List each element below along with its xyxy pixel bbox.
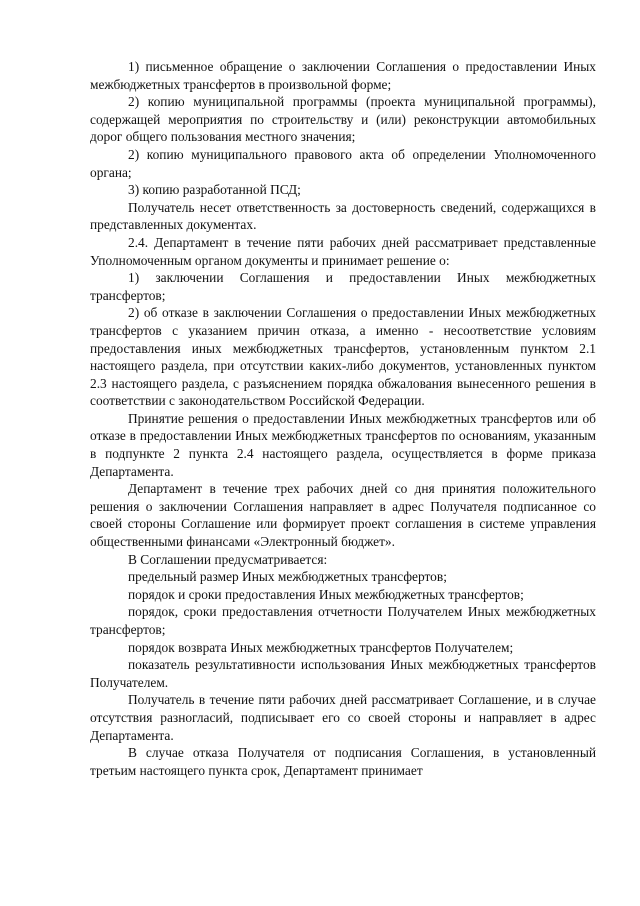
paragraph: Получатель несет ответственность за достоверность сведений, содержащихся в представленных документах. [90,199,596,233]
paragraph: 1) заключении Соглашения и предоставлении Иных межбюджетных трансфертов; [90,270,596,303]
paragraph: предельный размер Иных межбюджетных трансфертов; [128,569,447,585]
paragraph: Принятие решения о предоставлении Иных межбюджетных трансфертов или об отказе в предоставлении Иных межбюджетных трансфертов по основаниям, указанным в подпункте 2 пункта 2.4 настоящего раздела, осуществляется в форме приказа Департамента. [90,410,596,479]
paragraph: 2.4. Департамент в течение пяти рабочих дней рассматривает представленные Уполномоченным органом документы и принимает решение о: [90,234,596,268]
paragraph: порядок возврата Иных межбюджетных трансфертов Получателем; [128,639,514,655]
paragraph: 2) копию муниципального правового акта об определении Уполномоченного органа; [90,146,596,180]
paragraph: порядок, сроки предоставления отчетности Получателем Иных межбюджетных трансфертов; [90,604,596,637]
paragraph: Получатель в течение пяти рабочих дней рассматривает Соглашение, и в случае отсутствия разногласий, подписывает его со своей стороны и направляет в адрес Департамента. [90,692,596,743]
document-page [90,58,596,779]
paragraph: В случае отказа Получателя от подписания Соглашения, в установленный третьим настоящего пункта срок, Департамент принимает [90,745,596,778]
paragraph: В Соглашении предусматривается: [128,551,328,567]
paragraph: порядок и сроки предоставления Иных межбюджетных трансфертов; [128,586,524,602]
paragraph: 1) письменное обращение о заключении Соглашения о предоставлении Иных межбюджетных трансфертов в произвольной форме; [90,59,596,92]
paragraph: Департамент в течение трех рабочих дней со дня принятия положительного решения о заключении Соглашения направляет в адрес Получателя подписанное со своей стороны Соглашение или формирует проект соглашения в системе управления общественными финансами «Электронный бюджет». [90,481,596,550]
paragraph: 2) об отказе в заключении Соглашения о предоставлении Иных межбюджетных трансфертов с указанием причин отказа, а именно - несоответствие условиям предоставления иных межбюджетных трансфертов, установленным пунктом 2.1 настоящего раздела, при отсутствии каких-либо документов, установленных пунктом 2.3 настоящего раздела, с разъяснением порядка обжалования вынесенного решения в соответствии с законодательством Российской Федерации. [90,305,596,409]
paragraph: 2) копию муниципальной программы (проекта муниципальной программы), содержащей мероприятия по строительству и (или) реконструкции автомобильных дорог общего пользования местного значения; [90,94,596,145]
paragraph: 3) копию разработанной ПСД; [128,182,301,198]
paragraph: показатель результативности использования Иных межбюджетных трансфертов Получателем. [90,657,596,690]
